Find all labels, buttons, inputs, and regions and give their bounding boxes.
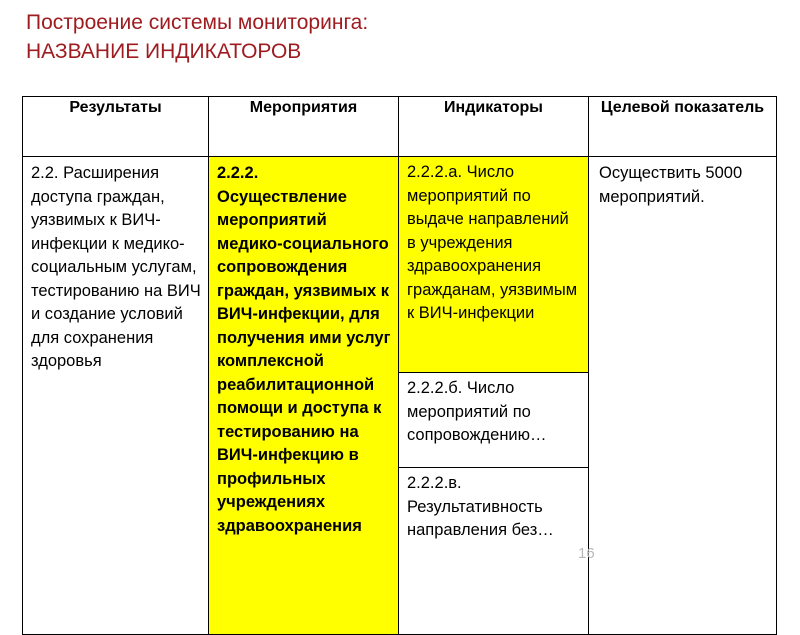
indicator-item-v: 2.2.2.в. Результативность направления без… (399, 468, 588, 634)
page-title-line-1: Построение системы мониторинга: (26, 11, 369, 34)
table-header (23, 97, 777, 157)
column-header-target: Целевой показатель (589, 97, 777, 157)
indicator-item-a: 2.2.2.а. Число мероприятий по выдаче направлений в учреждения здравоохранения гражданам, уязвимым к ВИЧ-инфекции (399, 157, 588, 373)
cell-results (23, 157, 209, 635)
column-header-results: Результаты (23, 97, 209, 157)
page-title (26, 8, 766, 66)
table-header-row (23, 97, 777, 157)
cell-target (589, 157, 777, 635)
indicator-table (22, 96, 777, 635)
table-body (23, 157, 777, 635)
cell-activities (209, 157, 399, 635)
page-title-line-2: НАЗВАНИЕ ИНДИКАТОРОВ (26, 40, 302, 63)
column-header-indicators: Индикаторы (399, 97, 589, 157)
column-header-activities: Мероприятия (209, 97, 399, 157)
page-number: 16 (578, 545, 595, 562)
table-row (23, 157, 777, 635)
cell-activities-text: 2.2.2. Осуществление мероприятий медико-социального сопровождения граждан, уязвимых к ВИЧ-инфекции, для получения ими услуг комплексной реабилитационной помощи и доступа к тестированию на ВИЧ-инфекцию в профильных учреждениях здравоохранения (217, 164, 391, 535)
cell-target-text: Осуществить 5000 мероприятий. (599, 164, 743, 206)
indicator-item-b: 2.2.2.б. Число мероприятий по сопровождению… (399, 373, 588, 468)
cell-results-text: 2.2. Расширения доступа граждан, уязвимых к ВИЧ-инфекции к медико-социальным услугам, тестированию на ВИЧ и создание условий для сохранения здоровья (31, 164, 201, 370)
cell-indicators (399, 157, 589, 635)
